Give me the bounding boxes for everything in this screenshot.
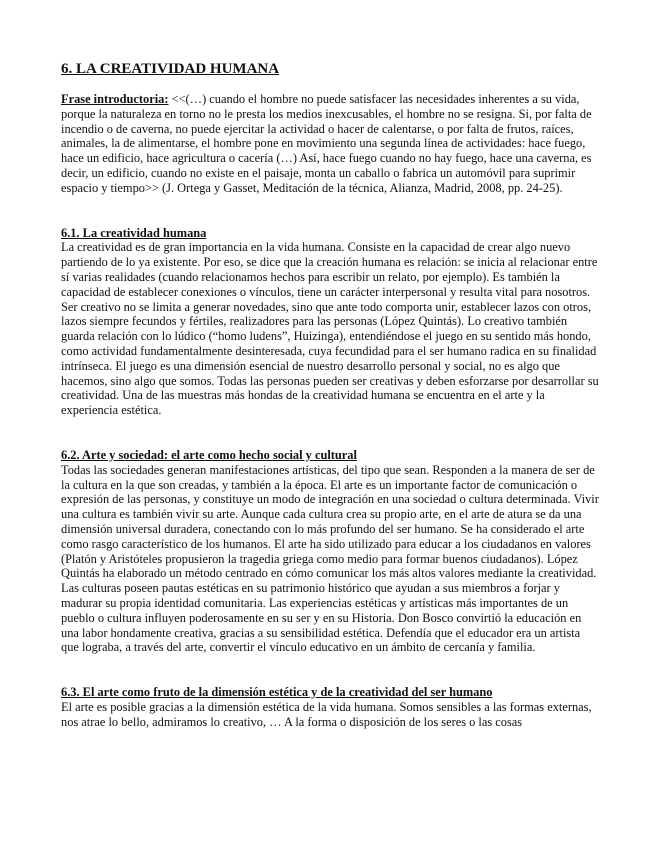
intro-label: Frase introductoria: xyxy=(61,92,169,106)
document-title: 6. LA CREATIVIDAD HUMANA xyxy=(61,61,280,77)
section-text: La creatividad es de gran importancia en la vida humana. Consiste en la capacidad de crear algo nuevo partiendo de lo ya existente. Por eso, se dice que la creación humana es relación: se inicia al relacionar entre sí varias realidades (cuando relacionamos hechos para escribir un relato, por ejemplo). Es también la capacidad de establecer conexiones o vínculos, tiene un carácter interpersonal y resulta vital para nosotros. Ser creativo no se limita a generar novedades, sino que ante todo comporta unir, establecer lazos con otros, lazos siempre fecundos y fértiles, realizadores para las personas (López Quintás). Lo creativo también guarda relación con lo lúdico (“homo ludens”, Huizinga), entendiéndose el juego en su sentido más hondo, como actividad fundamentalmente desinteresada, cuya fecundidad para el ser humano radica en su finalidad intrínseca. El juego es una dimensión esencial de nuestro desarrollo personal y social, no es algo que hacemos, sino algo que somos. Todas las personas pueden ser creativas y deben esforzarse por desarrollar su creatividad. Una de las muestras más hondas de la creatividad humana se encuentra en el arte y la experiencia estética. xyxy=(61,240,599,418)
document-page xyxy=(61,60,599,759)
section-6-2 xyxy=(61,448,599,655)
section-6-1 xyxy=(61,226,599,418)
section-title: 6.1. La creatividad humana xyxy=(61,225,207,240)
intro-paragraph xyxy=(61,92,599,196)
section-title: 6.3. El arte como fruto de la dimensión estética y de la creatividad del ser humano xyxy=(61,685,493,700)
section-6-3 xyxy=(61,685,599,729)
section-text: Todas las sociedades generan manifestaciones artísticas, del tipo que sean. Responden a la manera de ser de la cultura en la que son creadas, y también a la época. El arte es un importante factor de comunicación o expresión de las personas, y constituye un modo de integración en una sociedad o cultura determinada. Vivir una cultura es también vivir su arte. Aunque cada cultura crea su propio arte, en el arte de atura se da una dimensión universal duradera, conectando con lo más profundo del ser humano. Se ha considerado el arte como rasgo característico de los humanos. El arte ha sido utilizado para educar a los ciudadanos en valores (Platón y Aristóteles propusieron la tragedia griega como medio para formar buenos ciudadanos). López Quintás ha elaborado un método centrado en cómo comunicar los más altos valores mediante la creatividad. Las culturas poseen pautas estéticas en su patrimonio histórico que ayudan a sus miembros a forjar y madurar su propia identidad comunitaria. Las experiencias estéticas y artísticas más importantes de un pueblo o cultura influyen poderosamente en su ser y en su Historia. Don Bosco convirtió la educación en una labor hondamente creativa, gracias a su sensibilidad estética. Defendía que el educador era un artista que lograba, a través del arte, convertir el vínculo educativo en un ámbito de cercanía y familia. xyxy=(61,462,599,655)
intro-text: <<(…) cuando el hombre no puede satisfacer las necesidades inherentes a su vida, porque la naturaleza en torno no le presta los medios inexcusables, el hombre no se resigna. Si, por falta de incendio o de caverna, no puede ejercitar la actividad o hacer de calentarse, o por falta de frutos, raíces, animales, la de alimentarse, el hombre pone en movimiento una segunda línea de actividades: hace fuego, hace un edificio, hace agricultura o cacería (…) Así, hace fuego cuando no hay fuego, hace una caverna, es decir, un edificio, cuando no existe en el paisaje, monta un caballo o fabrica un automóvil para suprimir espacio y tiempo>> (J. Ortega y Gasset, Meditación de la técnica, Alianza, Madrid, 2008, pp. 24-25). xyxy=(61,92,592,195)
section-title: 6.2. Arte y sociedad: el arte como hecho social y cultural xyxy=(61,447,357,462)
section-text: El arte es posible gracias a la dimensión estética de la vida humana. Somos sensibles a las formas externas, nos atrae lo bello, admiramos lo creativo, … A la forma o disposición de los seres o las cosas xyxy=(61,699,592,729)
